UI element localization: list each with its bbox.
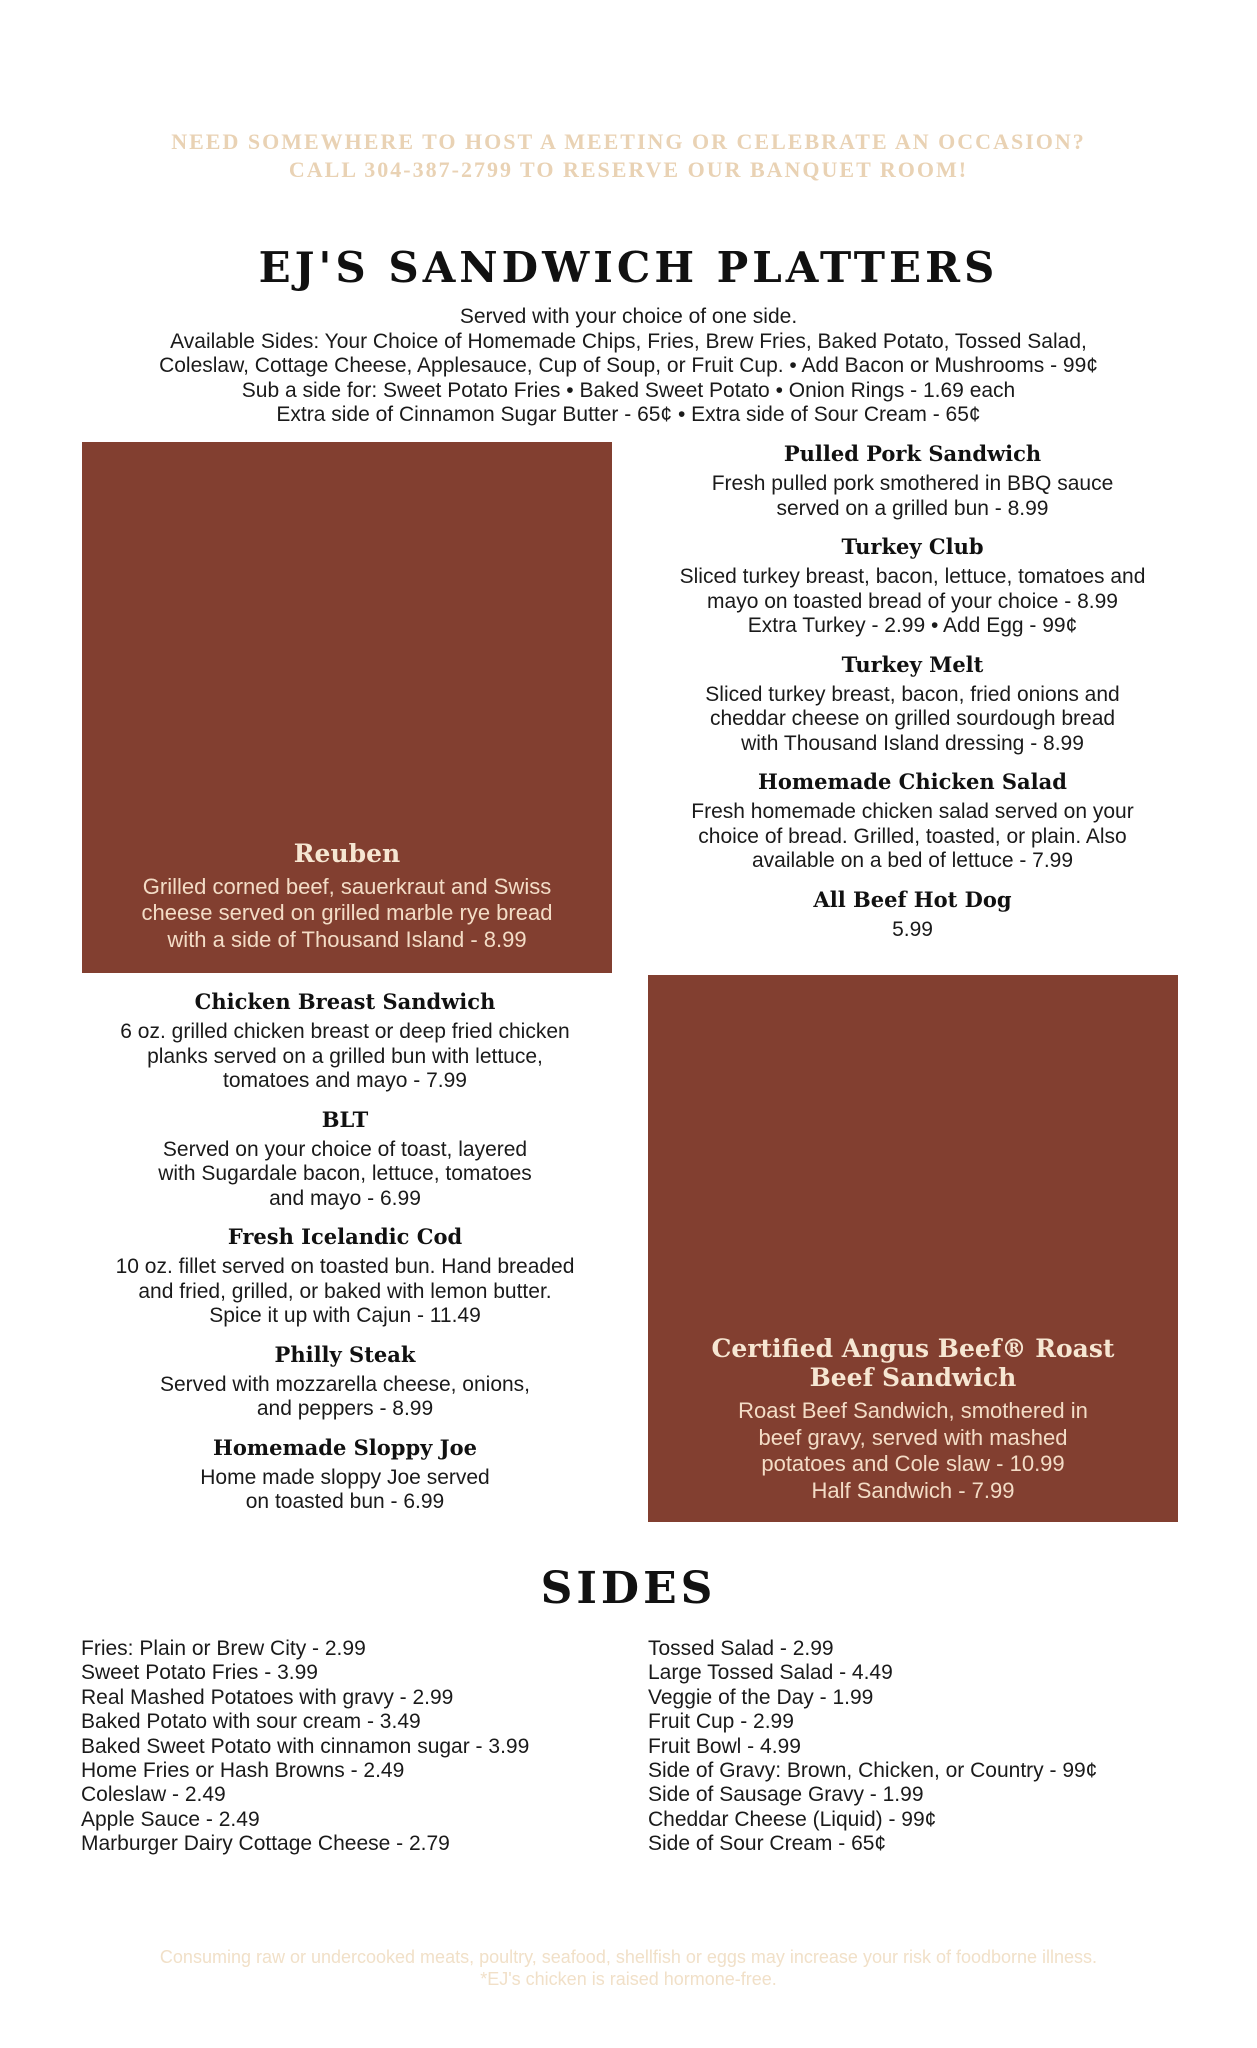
desc-line: planks served on a grilled bun with lettuce, (147, 1044, 543, 1068)
side-item: Coleslaw - 2.49 (81, 1783, 226, 1807)
desc-line: 10 oz. fillet served on toasted bun. Hand breaded (115, 1255, 575, 1278)
desc-line: cheddar cheese on grilled sourdough bread (709, 707, 1116, 730)
menu-item-blt (70, 1106, 620, 1212)
menu-item-name: Pulled Pork Sandwich (783, 441, 1042, 466)
intro-line: Sub a side for: Sweet Potato Fries • Baked Sweet Potato • Onion Rings - 1.69 each (241, 378, 1016, 402)
menu-item-description (70, 1020, 620, 1094)
side-item: Fries: Plain or Brew City - 2.99 (81, 1637, 366, 1660)
side-item: Fruit Bowl - 4.99 (648, 1734, 801, 1758)
intro-line: Available Sides: Your Choice of Homemade Chips, Fries, Brew Fries, Baked Potato, Tossed Salad, (170, 329, 1087, 353)
menu-item-name: Homemade Chicken Salad (758, 769, 1067, 794)
desc-line: Spice it up with Cajun - 11.49 (209, 1304, 481, 1327)
menu-item-description (640, 800, 1185, 874)
desc-line: and peppers - 8.99 (256, 1397, 434, 1420)
desc-line: Sliced turkey breast, bacon, fried onions and (705, 682, 1120, 706)
desc-line: and fried, grilled, or baked with lemon butter. (138, 1279, 552, 1303)
menu-item-hot-dog (640, 886, 1185, 943)
menu-item-chicken-salad (640, 768, 1185, 874)
menu-item-chicken-breast (70, 988, 620, 1094)
menu-item-pulled-pork (640, 440, 1185, 521)
platters-intro (60, 305, 1197, 428)
desc-line: Served with mozzarella cheese, onions, (159, 1372, 531, 1396)
sides-list-right (648, 1637, 1208, 1857)
side-item: Large Tossed Salad - 4.49 (648, 1661, 893, 1685)
desc-line: choice of bread. Grilled, toasted, or plain. Also (698, 824, 1127, 848)
side-item: Side of Sour Cream - 65¢ (648, 1832, 887, 1856)
desc-line: Extra Turkey - 2.99 • Add Egg - 99¢ (747, 614, 1078, 637)
menu-item-name: Turkey Club (841, 534, 984, 559)
angus-description (672, 1398, 1154, 1504)
menu-item-turkey-club (640, 533, 1185, 639)
menu-item-name: All Beef Hot Dog (813, 886, 1012, 912)
side-item: Marburger Dairy Cottage Cheese - 2.79 (81, 1832, 450, 1856)
menu-item-name: Philly Steak (274, 1341, 416, 1367)
menu-item-sloppy-joe (70, 1434, 620, 1515)
menu-item-name: Fresh Icelandic Cod (227, 1224, 463, 1249)
desc-line: on toasted bun - 6.99 (245, 1490, 445, 1513)
reuben-desc-line: with a side of Thousand Island - 8.99 (167, 926, 527, 952)
angus-roast-beef-feature-box (648, 975, 1178, 1522)
promo-line-1: NEED SOMEWHERE TO HOST A MEETING OR CELEBRATE AN OCCASION? (171, 129, 1086, 154)
side-item: Baked Sweet Potato with cinnamon sugar - 3.99 (81, 1734, 530, 1758)
desc-line: Fresh homemade chicken salad served on your (691, 800, 1134, 823)
desc-line: available on a bed of lettuce - 7.99 (751, 849, 1074, 872)
disclaimer-line: Consuming raw or undercooked meats, poultry, seafood, shellfish or eggs may increase your risk of foodborne illness. (159, 1947, 1098, 1967)
sides-list-left (81, 1637, 641, 1857)
menu-item-description (640, 472, 1185, 521)
desc-line: Sliced turkey breast, bacon, lettuce, tomatoes and (679, 565, 1146, 588)
side-item: Cheddar Cheese (Liquid) - 99¢ (648, 1807, 937, 1831)
desc-line: with Thousand Island dressing - 8.99 (741, 731, 1084, 755)
reuben-description (102, 874, 592, 954)
menu-item-description (70, 1138, 620, 1212)
banquet-promo (0, 128, 1257, 184)
angus-title-line: Certified Angus Beef® Roast (711, 1334, 1115, 1363)
menu-item-turkey-melt (640, 651, 1185, 757)
menu-item-name: Turkey Melt (841, 651, 984, 677)
hormone-free-note: *EJ's chicken is raised hormone-free. (480, 1969, 777, 1989)
reuben-desc-line: Grilled corned beef, sauerkraut and Swiss (142, 873, 552, 899)
reuben-title: Reuben (293, 838, 401, 868)
side-item: Home Fries or Hash Browns - 2.49 (81, 1759, 405, 1783)
side-item: Side of Sausage Gravy - 1.99 (648, 1783, 924, 1807)
angus-desc-line: beef gravy, served with mashed (758, 1424, 1068, 1450)
side-item: Side of Gravy: Brown, Chicken, or Country - 99¢ (648, 1759, 1098, 1783)
menu-item-description (640, 918, 1185, 943)
angus-desc-line: Roast Beef Sandwich, smothered in (738, 1398, 1088, 1423)
side-item: Veggie of the Day - 1.99 (648, 1685, 874, 1709)
menu-item-icelandic-cod (70, 1223, 620, 1329)
angus-title (672, 1334, 1154, 1392)
intro-line: Served with your choice of one side. (459, 305, 798, 328)
sides-title: SIDES (540, 1563, 717, 1614)
desc-line: Fresh pulled pork smothered in BBQ sauce (711, 472, 1114, 495)
intro-line: Coleslaw, Cottage Cheese, Applesauce, Cup of Soup, or Fruit Cup. • Add Bacon or Mushrooms - 99¢ (159, 354, 1098, 377)
menu-item-description (70, 1255, 620, 1329)
platters-title: EJ'S SANDWICH PLATTERS (258, 243, 999, 292)
angus-desc-line: Half Sandwich - 7.99 (811, 1477, 1015, 1503)
menu-item-description (640, 683, 1185, 757)
side-item: Baked Potato with sour cream - 3.49 (81, 1710, 421, 1734)
reuben-feature-box (82, 442, 612, 973)
promo-line-2: CALL 304-387-2799 TO RESERVE OUR BANQUET ROOM! (288, 157, 969, 182)
menu-item-name: Homemade Sloppy Joe (213, 1434, 477, 1460)
menu-item-description (70, 1373, 620, 1422)
angus-desc-line: potatoes and Cole slaw - 10.99 (761, 1451, 1065, 1476)
food-safety-disclaimer (0, 1946, 1257, 1990)
left-menu-column (70, 988, 620, 1527)
menu-item-description (70, 1466, 620, 1515)
menu-item-name: Chicken Breast Sandwich (194, 989, 496, 1014)
intro-line: Extra side of Cinnamon Sugar Butter - 65¢ • Extra side of Sour Cream - 65¢ (276, 403, 981, 426)
desc-line: and mayo - 6.99 (269, 1186, 421, 1210)
desc-line: Served on your choice of toast, layered (162, 1137, 528, 1161)
side-item: Apple Sauce - 2.49 (81, 1807, 260, 1831)
side-item: Tossed Salad - 2.99 (648, 1637, 834, 1660)
angus-title-line: Beef Sandwich (809, 1363, 1017, 1392)
desc-line: with Sugardale bacon, lettuce, tomatoes (158, 1162, 532, 1185)
right-menu-column (640, 440, 1185, 954)
menu-item-name: BLT (321, 1106, 369, 1132)
desc-line: served on a grilled bun - 8.99 (776, 496, 1049, 520)
menu-item-description (640, 565, 1185, 639)
desc-line: Home made sloppy Joe served (200, 1465, 490, 1489)
side-item: Real Mashed Potatoes with gravy - 2.99 (81, 1685, 454, 1709)
desc-line: 5.99 (892, 917, 933, 941)
side-item: Sweet Potato Fries - 3.99 (81, 1661, 318, 1685)
menu-item-philly-steak (70, 1341, 620, 1422)
reuben-desc-line: cheese served on grilled marble rye bread (141, 900, 553, 925)
desc-line: tomatoes and mayo - 7.99 (223, 1069, 467, 1092)
desc-line: 6 oz. grilled chicken breast or deep fried chicken (120, 1020, 570, 1043)
side-item: Fruit Cup - 2.99 (648, 1710, 794, 1734)
desc-line: mayo on toasted bread of your choice - 8.99 (707, 589, 1118, 613)
